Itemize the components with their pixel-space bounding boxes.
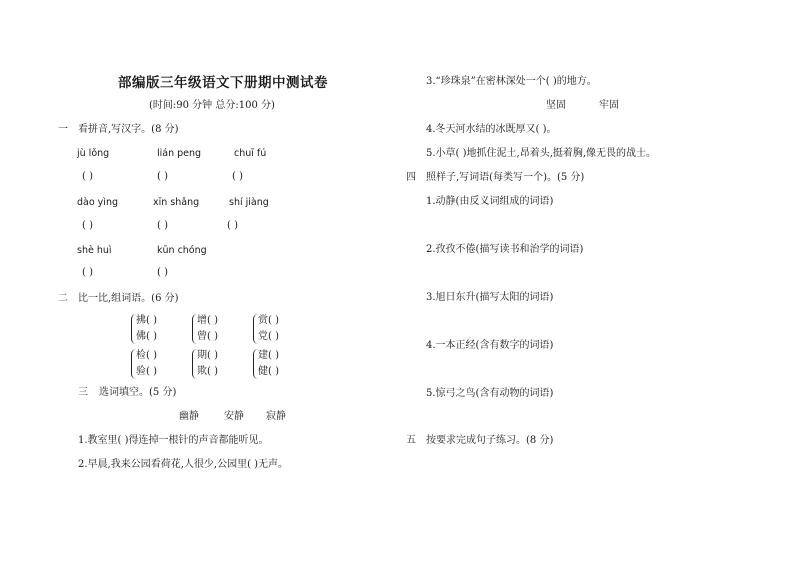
word-pair-item[interactable]: 欺( ) <box>197 366 218 377</box>
word-pair-item[interactable]: 期( ) <box>197 350 218 361</box>
q4-item[interactable]: 2.孜孜不倦(描写读书和治学的词语) <box>426 244 584 255</box>
word-option: 坚固 <box>546 100 566 111</box>
q4-item[interactable]: 5.惊弓之鸟(含有动物的词语) <box>426 388 554 399</box>
answer-blank[interactable]: ( ) <box>157 220 168 231</box>
answer-blank[interactable]: ( ) <box>157 171 168 182</box>
word-pair-item[interactable]: 增( ) <box>197 315 218 326</box>
q3-number: 三 <box>78 387 88 398</box>
q1-title: 看拼音,写汉字。(8 分) <box>78 124 179 135</box>
fill-item[interactable]: 3.“珍珠泉”在密林深处一个( )的地方。 <box>426 76 597 87</box>
q4-item[interactable]: 4.一本正经(含有数字的词语) <box>426 340 554 351</box>
answer-blank[interactable]: ( ) <box>82 220 93 231</box>
pinyin-2-3: shí jiàng <box>229 197 269 208</box>
word-option: 寂静 <box>266 411 286 422</box>
q4-item[interactable]: 3.旭日东升(描写太阳的词语) <box>426 292 554 303</box>
word-pair-item[interactable]: 佛( ) <box>136 331 157 342</box>
q3-title: 选词填空。(5 分) <box>99 387 177 398</box>
word-option: 安静 <box>224 411 244 422</box>
page-title: 部编版三年级语文下册期中测试卷 <box>118 75 328 91</box>
pinyin-1-2: lián peng <box>157 148 202 159</box>
fill-item[interactable]: 2.早晨,我来公园看荷花,人很少,公园里( )无声。 <box>78 459 289 470</box>
q4-title: 照样子,写词语(每类写一个)。(5 分) <box>426 172 585 183</box>
q2-title: 比一比,组词语。(6 分) <box>78 293 179 304</box>
pinyin-2-1: dào yìng <box>77 197 118 208</box>
q5-title: 按要求完成句子练习。(8 分) <box>426 435 554 446</box>
q4-item[interactable]: 1.动静(由反义词组成的词语) <box>426 196 554 207</box>
answer-blank[interactable]: ( ) <box>82 171 93 182</box>
pinyin-2-2: xīn shǎng <box>153 197 200 208</box>
word-pair-item[interactable]: 赏( ) <box>258 315 279 326</box>
word-pair-item[interactable]: 健( ) <box>258 366 279 377</box>
q4-number: 四 <box>406 172 416 183</box>
word-pair-item[interactable]: 检( ) <box>136 350 157 361</box>
word-pair-item[interactable]: 党( ) <box>258 331 279 342</box>
word-pair-item[interactable]: 建( ) <box>258 350 279 361</box>
answer-blank[interactable]: ( ) <box>232 171 243 182</box>
pinyin-3-1: shè huì <box>77 245 112 256</box>
fill-item[interactable]: 4.冬天河水结的冰既厚又( )。 <box>426 124 557 135</box>
q1-number: 一 <box>58 124 68 135</box>
word-pair-item[interactable]: 曾( ) <box>197 331 218 342</box>
pinyin-1-1: jù lǒng <box>77 148 110 159</box>
answer-blank[interactable]: ( ) <box>227 220 238 231</box>
q5-number: 五 <box>406 435 416 446</box>
answer-blank[interactable]: ( ) <box>157 267 168 278</box>
word-option: 牢固 <box>599 100 619 111</box>
pinyin-3-2: kūn chóng <box>157 245 207 256</box>
page-subtitle: (时间:90 分钟 总分:100 分) <box>149 100 275 111</box>
word-option: 幽静 <box>179 411 199 422</box>
pinyin-1-3: chuī fú <box>234 148 267 159</box>
q2-number: 二 <box>58 293 68 304</box>
answer-blank[interactable]: ( ) <box>82 267 93 278</box>
fill-item[interactable]: 1.教室里( )得连掉一根针的声音都能听见。 <box>78 435 269 446</box>
word-pair-item[interactable]: 拂( ) <box>136 315 157 326</box>
word-pair-item[interactable]: 验( ) <box>136 366 157 377</box>
fill-item[interactable]: 5.小草( )地抓住泥土,昂着头,挺着胸,像无畏的战士。 <box>426 148 657 159</box>
